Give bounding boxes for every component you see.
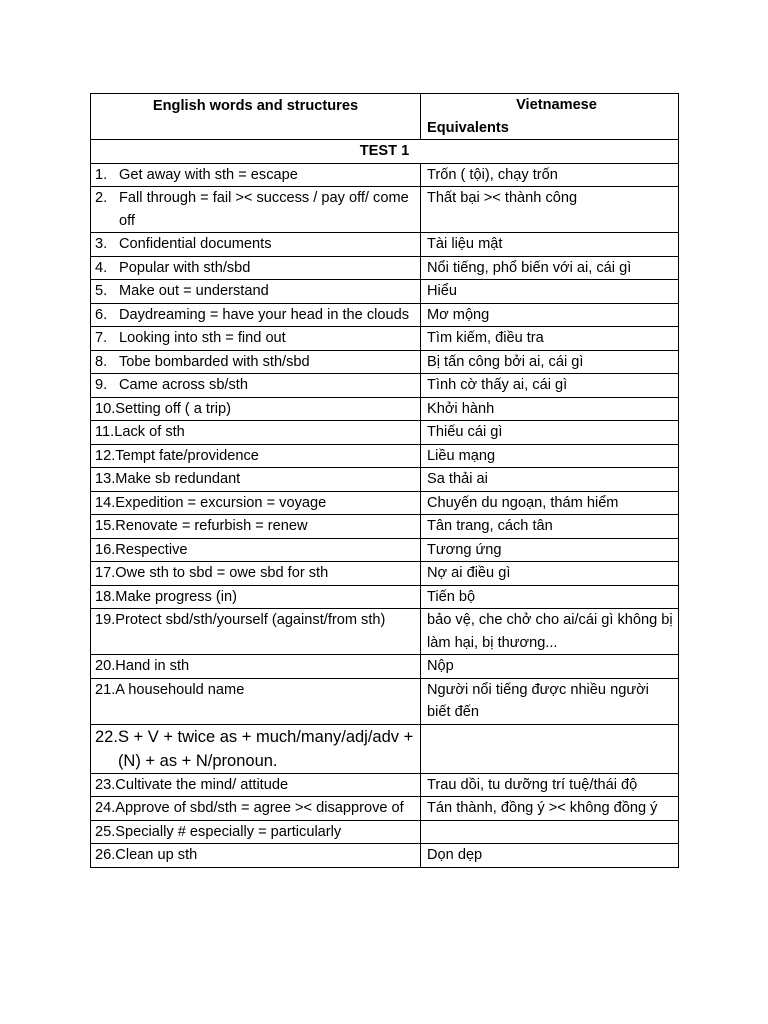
item-number: 16. xyxy=(95,541,116,558)
vietnamese-equivalent: Nổi tiếng, phổ biến với ai, cái gì xyxy=(421,256,679,280)
english-term: Lack of sth xyxy=(114,424,185,440)
english-term: Looking into sth = find out xyxy=(119,330,286,346)
item-number: 26. xyxy=(95,847,116,863)
english-cell xyxy=(91,256,421,280)
item-number: 15. xyxy=(95,518,116,534)
vietnamese-equivalent xyxy=(421,724,679,773)
vietnamese-equivalent: Tình cờ thấy ai, cái gì xyxy=(421,374,679,398)
table-row xyxy=(91,585,679,609)
english-cell xyxy=(91,280,421,304)
vietnamese-equivalent: Dọn dẹp xyxy=(421,844,679,868)
english-term: Make sb redundant xyxy=(115,471,241,487)
english-term: Make out = understand xyxy=(119,283,269,299)
table-row xyxy=(91,163,679,187)
english-cell xyxy=(91,327,421,351)
english-term: Owe sth to sbd = owe sbd for sth xyxy=(115,565,329,581)
vocabulary-table xyxy=(90,93,679,868)
item-number: 22. xyxy=(95,727,118,746)
item-number: 24. xyxy=(95,800,116,816)
vietnamese-equivalent: Tìm kiếm, điều tra xyxy=(421,327,679,351)
english-cell xyxy=(91,773,421,797)
english-cell xyxy=(91,444,421,468)
section-row xyxy=(91,140,679,164)
english-cell xyxy=(91,468,421,492)
table-row xyxy=(91,421,679,445)
vietnamese-equivalent: Chuyến du ngoạn, thám hiểm xyxy=(421,491,679,515)
vietnamese-equivalent: Nộp xyxy=(421,655,679,679)
english-column-header: English words and structures xyxy=(91,94,421,140)
item-number: 2. xyxy=(95,190,108,206)
vietnamese-header-line2: Equivalents xyxy=(427,119,509,136)
table-row xyxy=(91,350,679,374)
item-number: 13. xyxy=(95,471,116,487)
english-cell xyxy=(91,374,421,398)
vietnamese-equivalent: Trốn ( tội), chạy trốn xyxy=(421,163,679,187)
item-number: 7. xyxy=(95,330,108,346)
english-cell xyxy=(91,397,421,421)
english-term: Setting off ( a trip) xyxy=(115,400,232,417)
item-number: 14. xyxy=(95,494,116,511)
vietnamese-equivalent: Người nổi tiếng được nhiều người biết đến xyxy=(421,678,679,724)
english-cell xyxy=(91,562,421,586)
english-cell xyxy=(91,515,421,539)
english-term: Protect sbd/sth/yourself (against/from sth) xyxy=(115,612,386,628)
vietnamese-equivalent: Sa thải ai xyxy=(421,468,679,492)
english-term: Respective xyxy=(115,541,188,558)
item-number: 10. xyxy=(95,400,116,417)
table-row xyxy=(91,397,679,421)
english-term: Confidential documents xyxy=(119,236,272,252)
vietnamese-equivalent: Tài liệu mật xyxy=(421,233,679,257)
english-cell xyxy=(91,303,421,327)
english-term: Tobe bombarded with sth/sbd xyxy=(119,353,310,370)
table-row xyxy=(91,280,679,304)
vietnamese-equivalent: Trau dồi, tu dưỡng trí tuệ/thái độ xyxy=(421,773,679,797)
table-row xyxy=(91,844,679,868)
vietnamese-header-line1: Vietnamese xyxy=(516,97,597,113)
english-term: S + V + twice as + much/many/adj/adv + (N) + as + N/pronoun. xyxy=(117,727,414,770)
item-number: 17. xyxy=(95,565,116,581)
vietnamese-equivalent: Mơ mộng xyxy=(421,303,679,327)
table-row xyxy=(91,655,679,679)
vietnamese-equivalent: bảo vệ, che chở cho ai/cái gì không bị làm hại, bị thương... xyxy=(421,609,679,655)
vietnamese-equivalent: Nợ ai điều gì xyxy=(421,562,679,586)
english-cell xyxy=(91,844,421,868)
vietnamese-equivalent: Tương ứng xyxy=(421,538,679,562)
item-number: 23. xyxy=(95,776,116,793)
table-row xyxy=(91,374,679,398)
vietnamese-equivalent: Thiếu cái gì xyxy=(421,421,679,445)
english-term: Clean up sth xyxy=(115,847,198,863)
english-cell xyxy=(91,187,421,233)
vietnamese-equivalent: Khởi hành xyxy=(421,397,679,421)
item-number: 21. xyxy=(95,681,116,698)
english-cell xyxy=(91,585,421,609)
english-term: Daydreaming = have your head in the clouds xyxy=(119,306,410,323)
english-term: Tempt fate/providence xyxy=(115,447,259,464)
item-number: 6. xyxy=(95,306,108,323)
vietnamese-equivalent: Tán thành, đồng ý >< không đồng ý xyxy=(421,797,679,821)
english-term: Specially # especially = particularly xyxy=(115,823,342,840)
vietnamese-equivalent: Tân trang, cách tân xyxy=(421,515,679,539)
item-number: 4. xyxy=(95,259,108,276)
table-row xyxy=(91,327,679,351)
english-cell xyxy=(91,421,421,445)
table-row xyxy=(91,515,679,539)
table-row xyxy=(91,678,679,724)
english-term: Make progress (in) xyxy=(115,588,237,605)
english-cell xyxy=(91,678,421,724)
item-number: 8. xyxy=(95,353,108,370)
vietnamese-equivalent: Bị tấn công bởi ai, cái gì xyxy=(421,350,679,374)
item-number: 9. xyxy=(95,377,108,393)
item-number: 20. xyxy=(95,658,116,674)
table-row xyxy=(91,820,679,844)
table-row xyxy=(91,303,679,327)
section-title: TEST 1 xyxy=(91,140,679,164)
table-row xyxy=(91,724,679,773)
english-term: Hand in sth xyxy=(115,658,190,674)
item-number: 11. xyxy=(95,424,115,440)
english-cell xyxy=(91,655,421,679)
header-row xyxy=(91,94,679,140)
table-row xyxy=(91,609,679,655)
table-row xyxy=(91,773,679,797)
english-cell xyxy=(91,350,421,374)
table-row xyxy=(91,797,679,821)
vietnamese-column-header xyxy=(421,94,679,140)
english-term: Approve of sbd/sth = agree >< disapprove of xyxy=(115,800,404,816)
english-cell xyxy=(91,491,421,515)
vietnamese-equivalent xyxy=(421,820,679,844)
table-row xyxy=(91,187,679,233)
vietnamese-equivalent: Hiểu xyxy=(421,280,679,304)
english-term: A househould name xyxy=(115,681,245,698)
vietnamese-equivalent: Liều mạng xyxy=(421,444,679,468)
item-number: 25. xyxy=(95,823,116,840)
english-cell xyxy=(91,609,421,655)
english-term: Cultivate the mind/ attitude xyxy=(115,776,289,793)
english-term: Popular with sth/sbd xyxy=(119,259,251,276)
english-cell xyxy=(91,797,421,821)
item-number: 18. xyxy=(95,588,116,605)
table-row xyxy=(91,491,679,515)
english-cell xyxy=(91,233,421,257)
item-number: 19. xyxy=(95,612,116,628)
table-row xyxy=(91,562,679,586)
vietnamese-equivalent: Tiến bộ xyxy=(421,585,679,609)
english-cell xyxy=(91,163,421,187)
english-term: Came across sb/sth xyxy=(119,377,248,393)
vietnamese-equivalent: Thất bại >< thành công xyxy=(421,187,679,233)
table-row xyxy=(91,468,679,492)
table-row xyxy=(91,233,679,257)
english-term: Fall through = fail >< success / pay off/ come off xyxy=(119,190,409,229)
table-row xyxy=(91,256,679,280)
english-cell xyxy=(91,724,421,773)
english-cell xyxy=(91,820,421,844)
item-number: 5. xyxy=(95,283,108,299)
item-number: 12. xyxy=(95,447,116,464)
item-number: 3. xyxy=(95,236,108,252)
english-cell xyxy=(91,538,421,562)
item-number: 1. xyxy=(95,166,108,183)
table-row xyxy=(91,444,679,468)
english-term: Renovate = refurbish = renew xyxy=(115,518,308,534)
english-term: Expedition = excursion = voyage xyxy=(115,494,327,511)
table-row xyxy=(91,538,679,562)
english-term: Get away with sth = escape xyxy=(119,166,298,183)
